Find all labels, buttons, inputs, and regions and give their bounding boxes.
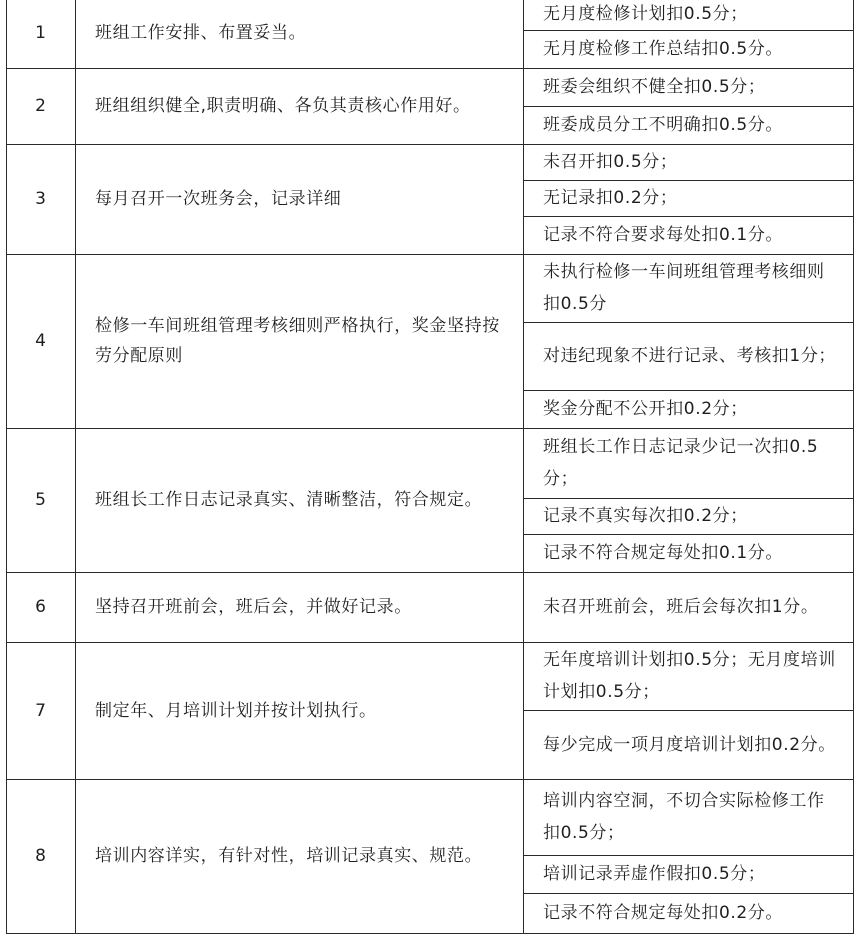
column-divider	[6, 0, 7, 934]
sub-row-divider	[523, 180, 854, 181]
sub-row-divider	[523, 855, 854, 856]
deduction-rule: 记录不符合规定每处扣0.1分。	[543, 543, 784, 563]
deduction-rule: 无年度培训计划扣0.5分；无月度培训计划扣0.5分；	[543, 650, 836, 702]
deduction-rule: 班委成员分工不明确扣0.5分。	[543, 115, 784, 135]
deduction-rule: 记录不符合要求每处扣0.1分。	[543, 225, 784, 245]
row-divider	[6, 144, 854, 145]
row-number: 5	[35, 490, 46, 510]
deduction-rule: 培训记录弄虚作假扣0.5分；	[543, 864, 766, 884]
deduction-rule: 无月度检修计划扣0.5分；	[543, 4, 748, 24]
row-number: 3	[35, 189, 46, 209]
table-bottom-border	[6, 933, 854, 934]
deduction-rule: 记录不符合规定每处扣0.2分。	[543, 903, 784, 923]
sub-row-divider	[523, 498, 854, 499]
column-divider	[853, 0, 854, 934]
assessment-item: 每月召开一次班务会，记录详细	[95, 189, 342, 209]
deduction-rule: 培训内容空洞，不切合实际检修工作扣0.5分；	[543, 791, 825, 843]
row-number: 7	[35, 700, 46, 721]
assessment-item: 检修一车间班组管理考核细则严格执行，奖金坚持按劳分配原则	[95, 316, 500, 366]
deduction-rule: 每少完成一项月度培训计划扣0.2分。	[543, 734, 836, 755]
sub-row-divider	[523, 106, 854, 107]
row-number: 6	[35, 597, 46, 617]
sub-row-divider	[523, 893, 854, 894]
row-number: 2	[35, 96, 46, 116]
row-divider	[6, 428, 854, 429]
deduction-rule: 记录不真实每次扣0.2分；	[543, 506, 748, 526]
column-divider	[523, 0, 524, 934]
sub-row-divider	[523, 322, 854, 323]
assessment-item: 培训内容详实，有针对性，培训记录真实、规范。	[95, 846, 483, 866]
deduction-rule: 奖金分配不公开扣0.2分；	[543, 399, 748, 419]
sub-row-divider	[523, 30, 854, 31]
deduction-rule: 未召开班前会，班后会每次扣1分。	[543, 597, 819, 617]
sub-row-divider	[523, 390, 854, 391]
sub-row-divider	[523, 216, 854, 217]
assessment-item: 班组长工作日志记录真实、清晰整洁，符合规定。	[95, 490, 483, 510]
row-number: 4	[35, 331, 46, 351]
row-divider	[6, 572, 854, 573]
row-divider	[6, 642, 854, 643]
row-divider	[6, 254, 854, 255]
row-number: 8	[35, 846, 46, 866]
assessment-item: 班组工作安排、布置妥当。	[95, 23, 307, 43]
deduction-rule: 未召开扣0.5分；	[543, 152, 678, 172]
assessment-item: 坚持召开班前会，班后会，并做好记录。	[95, 597, 412, 617]
deduction-rule: 未执行检修一车间班组管理考核细则扣0.5分	[543, 262, 825, 314]
row-divider	[6, 68, 854, 69]
row-number: 1	[35, 23, 46, 43]
sub-row-divider	[523, 710, 854, 711]
deduction-rule: 班组长工作日志记录少记一次扣0.5分；	[543, 437, 819, 489]
deduction-rule: 无记录扣0.2分；	[543, 188, 678, 208]
deduction-rule: 对违纪现象不进行记录、考核扣1分；	[543, 346, 837, 366]
deduction-rule: 班委会组织不健全扣0.5分；	[543, 77, 766, 97]
sub-row-divider	[523, 534, 854, 535]
assessment-item: 班组组织健全,职责明确、各负其责核心作用好。	[95, 96, 471, 116]
row-divider	[6, 779, 854, 780]
deduction-rule: 无月度检修工作总结扣0.5分。	[543, 39, 784, 59]
assessment-item: 制定年、月培训计划并按计划执行。	[95, 700, 377, 721]
column-divider	[75, 0, 76, 934]
